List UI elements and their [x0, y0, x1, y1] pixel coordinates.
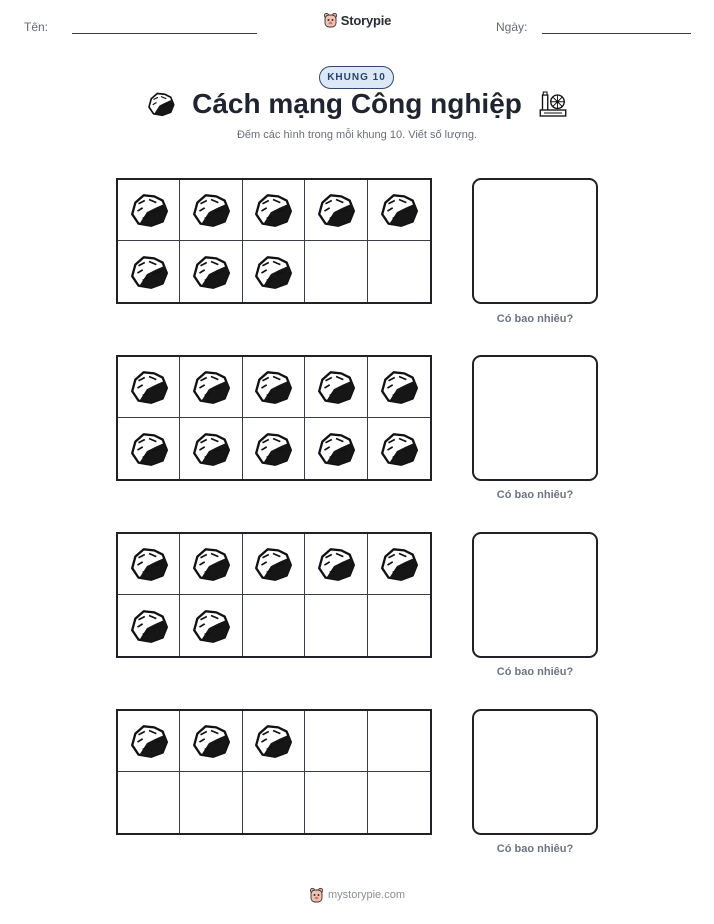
coal-icon [252, 545, 294, 583]
frame-cell [118, 711, 180, 772]
frame-cell [243, 180, 305, 241]
footer-url: mystorypie.com [327, 889, 406, 901]
coal-icon [128, 191, 170, 229]
storypie-mascot-icon [309, 887, 324, 903]
coal-icon [190, 191, 232, 229]
frame-cell [305, 418, 367, 479]
frame-cell [243, 241, 305, 302]
frame-cell [180, 595, 242, 656]
frame-cell [118, 595, 180, 656]
frame-cell [305, 241, 367, 302]
frame-cell [305, 595, 367, 656]
question-label-1: Có bao nhiêu? [496, 313, 574, 325]
coal-icon [190, 368, 232, 406]
coal-icon [252, 722, 294, 760]
frame-cell [118, 772, 180, 833]
frame-cell [180, 418, 242, 479]
question-label-4: Có bao nhiêu? [496, 843, 574, 855]
ten-frame-2 [116, 355, 432, 481]
date-line[interactable] [542, 33, 691, 34]
coal-icon [190, 722, 232, 760]
date-label: Ngày: [496, 20, 528, 34]
name-label: Tên: [24, 20, 49, 34]
coal-icon [128, 430, 170, 468]
factory-icon [538, 89, 568, 119]
frame-cell [243, 595, 305, 656]
coal-icon [252, 253, 294, 291]
coal-icon [252, 368, 294, 406]
frame-cell [368, 534, 430, 595]
frame-cell [305, 772, 367, 833]
coal-icon [315, 191, 357, 229]
question-label-3: Có bao nhiêu? [496, 666, 574, 678]
frame-cell [118, 357, 180, 418]
frame-cell [180, 534, 242, 595]
storypie-mascot-icon [323, 12, 338, 28]
frame-cell [180, 772, 242, 833]
category-badge: KHUNG 10 [319, 66, 394, 89]
frame-cell [180, 241, 242, 302]
frame-cell [305, 180, 367, 241]
frame-cell [118, 180, 180, 241]
coal-icon [378, 545, 420, 583]
frame-cell [368, 711, 430, 772]
frame-cell [118, 418, 180, 479]
coal-icon [128, 722, 170, 760]
answer-box-1[interactable] [472, 178, 598, 304]
ten-frame-1 [116, 178, 432, 304]
frame-cell [180, 180, 242, 241]
frame-cell [305, 534, 367, 595]
frame-cell [180, 711, 242, 772]
frame-cell [180, 357, 242, 418]
brand-logo [0, 12, 714, 28]
frame-cell [243, 357, 305, 418]
coal-icon [252, 430, 294, 468]
frame-cell [368, 180, 430, 241]
frame-cell [243, 772, 305, 833]
brand-name: Storypie [340, 12, 392, 28]
coal-icon [128, 368, 170, 406]
coal-icon [146, 90, 176, 118]
footer [0, 887, 714, 903]
frame-cell [368, 357, 430, 418]
coal-icon [315, 368, 357, 406]
coal-icon [190, 545, 232, 583]
coal-icon [128, 545, 170, 583]
frame-cell [368, 595, 430, 656]
coal-icon [315, 545, 357, 583]
instructions: Đếm các hình trong mỗi khung 10. Viết số lượng. [236, 129, 477, 141]
answer-box-2[interactable] [472, 355, 598, 481]
frame-cell [243, 711, 305, 772]
title-row [0, 88, 714, 120]
question-label-2: Có bao nhiêu? [496, 489, 574, 501]
frame-cell [368, 241, 430, 302]
coal-icon [128, 607, 170, 645]
ten-frame-4 [116, 709, 432, 835]
coal-icon [190, 607, 232, 645]
frame-cell [368, 418, 430, 479]
coal-icon [378, 368, 420, 406]
coal-icon [128, 253, 170, 291]
coal-icon [315, 430, 357, 468]
answer-box-4[interactable] [472, 709, 598, 835]
page-title: Cách mạng Công nghiệp [192, 88, 522, 119]
coal-icon [190, 430, 232, 468]
frame-cell [368, 772, 430, 833]
frame-cell [118, 534, 180, 595]
coal-icon [378, 191, 420, 229]
frame-cell [305, 711, 367, 772]
coal-icon [190, 253, 232, 291]
name-line[interactable] [72, 33, 257, 34]
coal-icon [252, 191, 294, 229]
coal-icon [378, 430, 420, 468]
answer-box-3[interactable] [472, 532, 598, 658]
frame-cell [118, 241, 180, 302]
frame-cell [305, 357, 367, 418]
frame-cell [243, 418, 305, 479]
ten-frame-3 [116, 532, 432, 658]
frame-cell [243, 534, 305, 595]
